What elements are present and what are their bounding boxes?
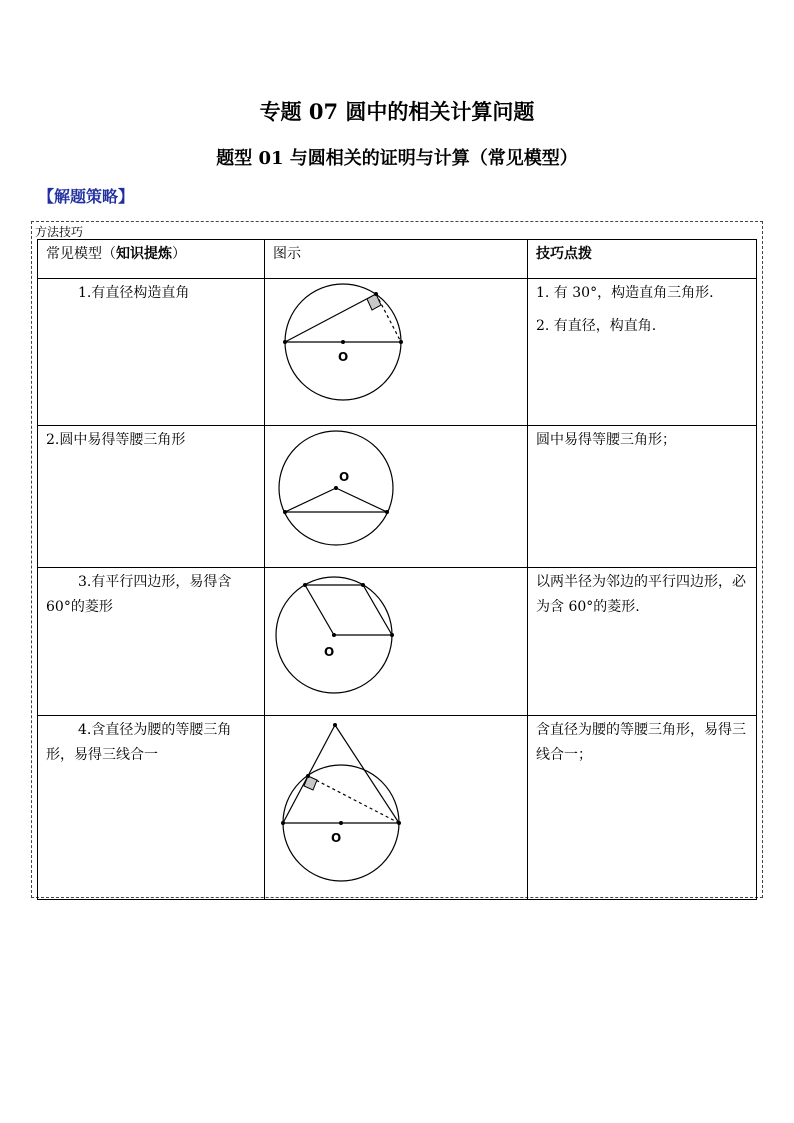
- point: [283, 510, 287, 514]
- figure-cell: [265, 426, 528, 568]
- point: [399, 340, 403, 344]
- tip-text: 2. 有直径，构直角.: [536, 317, 657, 334]
- center-label: O: [331, 831, 342, 845]
- point: [306, 774, 310, 778]
- header-figure: [265, 240, 528, 279]
- point: [374, 292, 378, 296]
- diameter-right-angle-figure: [265, 279, 527, 425]
- center-point: [341, 340, 345, 344]
- model-text-line: 60°的菱形: [46, 598, 113, 615]
- tips-cell: [528, 716, 757, 900]
- center-label: O: [339, 470, 350, 484]
- point: [385, 510, 389, 514]
- dashed-altitude: [308, 776, 399, 823]
- figure-cell: [265, 716, 528, 900]
- apex-point: [333, 723, 337, 727]
- header-model: [38, 240, 265, 279]
- radius: [336, 488, 387, 512]
- radius: [285, 488, 336, 512]
- center-label: O: [338, 350, 349, 364]
- table-row: [38, 568, 757, 716]
- model-text-line: 2.圆中易得等腰三角形: [46, 432, 186, 448]
- triangle-side: [335, 725, 399, 823]
- method-table: [37, 239, 757, 900]
- model-text-line: 1.有直径构造直角: [78, 285, 190, 301]
- model-text-line: 3.有平行四边形，易得含: [78, 574, 232, 590]
- strategy-heading: 【解题策略】: [38, 187, 135, 206]
- figure-cell: [265, 568, 528, 716]
- center-label: O: [324, 645, 335, 659]
- isosceles-diameter-figure: [265, 716, 527, 899]
- right-angle-mark: [304, 776, 317, 790]
- tips-cell: [528, 568, 757, 716]
- point: [397, 821, 401, 825]
- model-text-line: 4.含直径为腰的等腰三角: [78, 722, 232, 738]
- point: [281, 821, 285, 825]
- method-frame-label: 方法技巧: [35, 225, 84, 239]
- model-cell: [38, 716, 265, 900]
- tips-cell: [528, 426, 757, 568]
- chord: [285, 294, 376, 342]
- isosceles-triangle-figure: [265, 426, 527, 567]
- model-cell: [38, 426, 265, 568]
- header-tips: [528, 240, 757, 279]
- tip-text: 1. 有 30°，构造直角三角形.: [536, 285, 714, 301]
- tips-cell: [528, 279, 757, 426]
- header-model-bold: 知识提炼: [116, 246, 172, 262]
- header-tips-label: 技巧点拨: [536, 246, 592, 262]
- table-row: [38, 279, 757, 426]
- tip-text: 含直径为腰的等腰三角形，易得三线合一；: [536, 722, 746, 763]
- center-point: [332, 633, 336, 637]
- page-title: 专题 07 圆中的相关计算问题: [259, 99, 535, 124]
- parallelogram: [305, 585, 392, 635]
- header-model-suffix: ）: [172, 246, 186, 262]
- model-cell: [38, 568, 265, 716]
- header-model-prefix: 常见模型（: [46, 246, 116, 262]
- table-row: [38, 716, 757, 900]
- point: [361, 583, 365, 587]
- center-point: [339, 821, 343, 825]
- tip-text: 以两半径为邻边的平行四边形，必为含 60°的菱形.: [536, 574, 746, 615]
- model-cell: [38, 279, 265, 426]
- point: [283, 340, 287, 344]
- model-text-line: 形，易得三线合一: [46, 746, 158, 763]
- header-figure-label: 图示: [273, 246, 301, 262]
- figure-cell: [265, 279, 528, 426]
- table-row: [38, 426, 757, 568]
- table-header-row: [38, 240, 757, 279]
- point: [303, 583, 307, 587]
- rhombus-figure: [265, 568, 527, 715]
- point: [390, 633, 394, 637]
- page-subtitle: 题型 01 与圆相关的证明与计算（常见模型）: [216, 148, 578, 169]
- tip-text: 圆中易得等腰三角形；: [536, 432, 676, 448]
- center-point: [334, 486, 338, 490]
- triangle-side: [283, 725, 335, 823]
